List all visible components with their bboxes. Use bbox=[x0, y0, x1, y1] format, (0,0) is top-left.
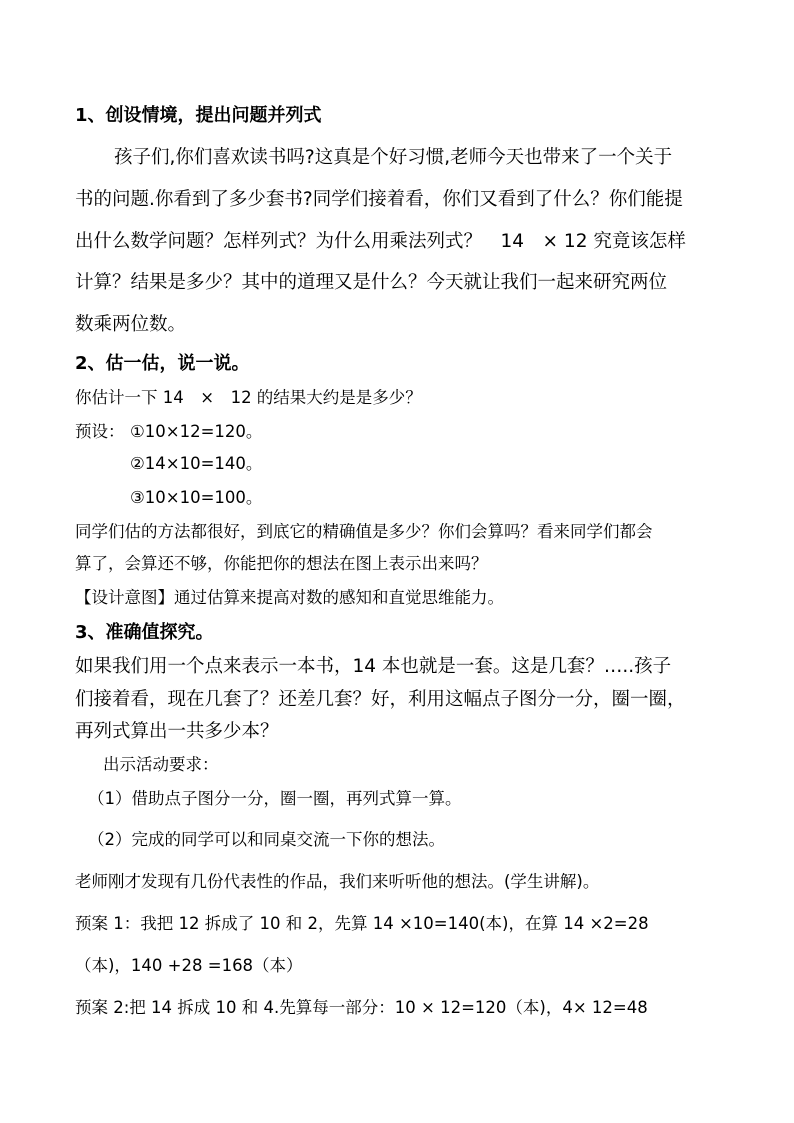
section-1-heading: 1、创设情境，提出问题并列式 bbox=[75, 105, 322, 126]
section-1-paragraph-line: 计算？结果是多少？其中的道理又是什么？今天就让我们一起来研究两位 bbox=[75, 272, 668, 293]
plan-1-line: （本)，140 +28 =168（本） bbox=[75, 956, 303, 975]
preset-item: ③10×10=100。 bbox=[130, 488, 263, 507]
activity-item: （1）借助点子图分一分，圈一圈，再列式算一算。 bbox=[88, 789, 462, 808]
section-3-paragraph-line: 再列式算出一共多少本？ bbox=[75, 721, 279, 742]
plan-2-line: 预案 2:把 14 拆成 10 和 4.先算每一部分：10 × 12=120（本)，4× 12=48 bbox=[75, 998, 648, 1017]
section-2-paragraph-line: 同学们估的方法都很好，到底它的精确值是多少？你们会算吗？看来同学们都会 bbox=[75, 522, 653, 541]
estimate-question: 你估计一下 14 × 12 的结果大约是是多少？ bbox=[75, 388, 422, 407]
section-1-paragraph-line: 书的问题.你看到了多少套书?同学们接着看，你们又看到了什么？你们能提 bbox=[75, 189, 683, 210]
preset-item: ②14×10=140。 bbox=[130, 454, 263, 473]
design-intent-note: 【设计意图】通过估算来提高对数的感知和直觉思维能力。 bbox=[75, 588, 504, 607]
section-1-paragraph-line: 出什么数学问题？怎样列式？为什么用乘法列式？ 14 × 12 究竟该怎样 bbox=[75, 231, 686, 252]
preset-item: ①10×12=120。 bbox=[130, 422, 263, 441]
section-1-paragraph-line: 孩子们,你们喜欢读书吗?这真是个好习惯,老师今天也带来了一个关于 bbox=[114, 147, 673, 168]
preset-label: 预设： bbox=[75, 422, 125, 441]
section-2-paragraph-line: 算了，会算还不够，你能把你的想法在图上表示出来吗？ bbox=[75, 554, 488, 573]
section-3-paragraph-line: 们接着看，现在几套了？还差几套？好，利用这幅点子图分一分，圈一圈， bbox=[75, 689, 686, 710]
plan-1-line: 预案 1：我把 12 拆成了 10 和 2，先算 14 ×10=140(本)，在算 14 ×2=28 bbox=[75, 914, 649, 933]
activity-item: （2）完成的同学可以和同桌交流一下你的想法。 bbox=[88, 830, 445, 849]
teacher-note: 老师刚才发现有几份代表性的作品，我们来听听他的想法。(学生讲解)。 bbox=[75, 872, 600, 891]
section-3-paragraph-line: 如果我们用一个点来表示一本书，14 本也就是一套。这是几套？…..孩子 bbox=[75, 656, 672, 677]
section-2-heading: 2、估一估，说一说。 bbox=[75, 353, 250, 374]
activity-title: 出示活动要求： bbox=[103, 755, 219, 774]
section-1-paragraph-line: 数乘两位数。 bbox=[75, 314, 187, 335]
section-3-heading: 3、准确值探究。 bbox=[75, 622, 214, 643]
